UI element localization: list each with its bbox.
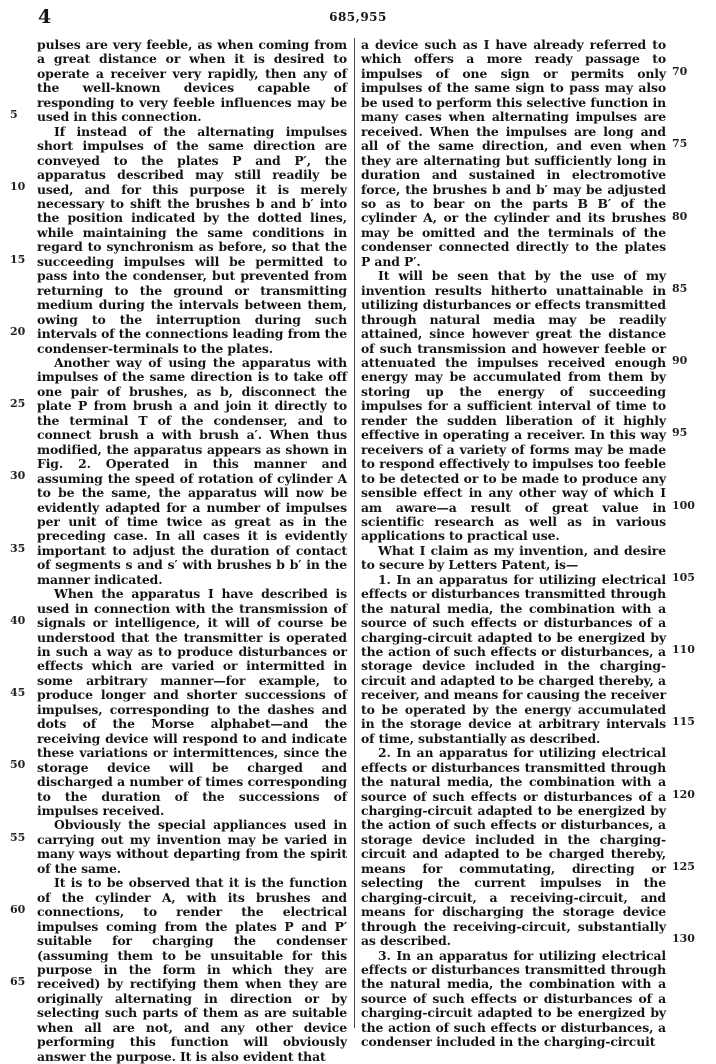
paragraph: When the apparatus I have described is used in connection with the transmission of signals or intelligence, it will of course be understood that the transmitter is operated in such a way as to produce disturbances or effects which are varied or intermitted in some arbitrary manner—for example, to produce longer and shorter successions of impulses, corresponding to the dashes and dots of the Morse alphabet—and the receiving device will respond to and indicate these variations or intermittences, since the storage device will be charged and discharged a number of times corresponding to the duration of the successions of impulses received. (37, 586, 347, 819)
paragraph: It will be seen that by the use of my invention results hitherto unattainable in utilizing disturbances or effects transmitted through natural media may be readily attained, since however great the distance of such transmission and however feeble or attenuated the impulses received enough energy may be accumulated from them by storing up the energy of succeeding impulses for a sufficient interval of time to render the sudden liberation of it highly effective in operating a receiver. In this way receivers of a variety of forms may be made to respond effectively to impulses too feeble to be detected or to be made to produce any sensible effect in any other way of which I am aware—a result of great value in scientific research as well as in various applications to practical use. (361, 268, 666, 544)
line-number: 25 (10, 397, 26, 410)
page-header (0, 4, 716, 26)
line-number: 15 (10, 253, 26, 266)
line-number: 110 (672, 643, 695, 656)
paragraph: It is to be observed that it is the function of the cylinder A, with its brushes and connections, to render the electrical impulses coming from the plates P and P′ suitable for charging the condenser (assuming them to be unsuitable for this purpose in the form in which they are received) by rectifying them when they are originally alternating in direction or by selecting such parts of them as are suitable when all are not, and any other device performing this function will obviously answer the purpose. It is also evident that (37, 875, 347, 1064)
line-number: 75 (672, 137, 688, 150)
line-number: 5 (10, 108, 18, 121)
line-number: 90 (672, 354, 688, 367)
paragraph: Another way of using the apparatus with impulses of the same direction is to take off one pair of brushes, as b, disconnect the plate P from brush a and join it directly to the terminal T of the condenser, and to connect brush a with brush a′. When thus modified, the apparatus appears as shown in Fig. 2. Operated in this manner and assuming the speed of rotation of cylinder A to be the same, the apparatus will now be evidently adapted for a number of impulses per unit of time twice as great as in the preceding case. In all cases it is evidently important to adjust the duration of contact of segments s and s′ with brushes b b′ in the manner indicated. (37, 354, 347, 587)
line-number: 40 (10, 614, 26, 627)
claim-paragraph: 3. In an apparatus for utilizing electrical effects or disturbances transmitted through the natural media, the combination with a source of such effects or disturbances of a charging-circuit adapted to be energized by the action of such effects or disturbances, a condenser included in the charging-circuit (361, 947, 666, 1050)
paragraph: pulses are very feeble, as when coming from a great distance or when it is desired to operate a receiver very rapidly, then any of the well-known devices capable of responding to very feeble influences may be used in this connection. (37, 37, 347, 125)
line-number: 120 (672, 788, 695, 801)
line-number: 60 (10, 903, 26, 916)
patent-number: 685,955 (329, 10, 387, 24)
line-number: 105 (672, 571, 695, 584)
line-number: 80 (672, 210, 688, 223)
line-number: 45 (10, 686, 26, 699)
line-number: 85 (672, 282, 688, 295)
paragraph: Obviously the special appliances used in carrying out my invention may be varied in many ways without departing from the spirit of the same. (37, 817, 347, 876)
column-divider (354, 38, 355, 1028)
line-number: 95 (672, 426, 688, 439)
paragraph: a device such as I have already referred to which offers a more ready passage to impulses of one sign or permits only impulses of the same sign to pass may also be used to perform this selective function in many cases when alternating impulses are received. When the impulses are long and all of the same direction, and even when they are alternating but sufficiently long in duration and sustained in electromotive force, the brushes b and b′ may be adjusted so as to bear on the parts B B′ of the cylinder A, or the cylinder and its brushes may be omitted and the terminals of the condenser connected directly to the plates P and P′. (361, 37, 666, 269)
line-number: 65 (10, 975, 26, 988)
right-column (361, 38, 666, 1050)
line-number: 20 (10, 325, 26, 338)
claim-paragraph: 2. In an apparatus for utilizing electrical effects or disturbances transmitted through the natural media, the combination with a source of such effects or disturbances of a charging-circuit adapted to be energized by the action of such effects or disturbances, a storage device included in the charging-circuit and adapted to be charged thereby, means for commutating, directing or selecting the current impulses in the charging-circuit, a receiving-circuit, and means for discharging the storage device through the receiving-circuit, substantially as described. (361, 745, 666, 949)
line-number: 50 (10, 758, 26, 771)
paragraph: If instead of the alternating impulses short impulses of the same direction are conveyed to the plates P and P′, the apparatus described may still readily be used, and for this purpose it is merely necessary to shift the brushes b and b′ into the position indicated by the dotted lines, while maintaining the same conditions in regard to synchronism as before, so that the succeeding impulses will be permitted to pass into the condenser, but prevented from returning to the ground or transmitting medium during the intervals between them, owing to the interruption during such intervals of the connections leading from the condenser-terminals to the plates. (37, 123, 347, 356)
line-number: 125 (672, 860, 695, 873)
line-number: 115 (672, 715, 695, 728)
line-number: 10 (10, 180, 26, 193)
line-number: 100 (672, 499, 695, 512)
line-number: 30 (10, 469, 26, 482)
line-number: 130 (672, 932, 695, 945)
left-column (37, 38, 347, 1064)
line-number: 70 (672, 65, 688, 78)
line-number: 35 (10, 542, 26, 555)
line-number: 55 (10, 831, 26, 844)
paragraph: What I claim as my invention, and desire to secure by Letters Patent, is— (361, 542, 666, 573)
page-number: 4 (38, 6, 52, 28)
claim-paragraph: 1. In an apparatus for utilizing electrical effects or disturbances transmitted through the natural media, the combination with a source of such effects or disturbances of a charging-circuit adapted to be energized by the action of such effects or disturbances, a storage device included in the charging-circuit and adapted to be charged thereby, a receiver, and means for causing the receiver to be operated by the energy accumulated in the storage device at arbitrary intervals of time, substantially as described. (361, 571, 666, 746)
